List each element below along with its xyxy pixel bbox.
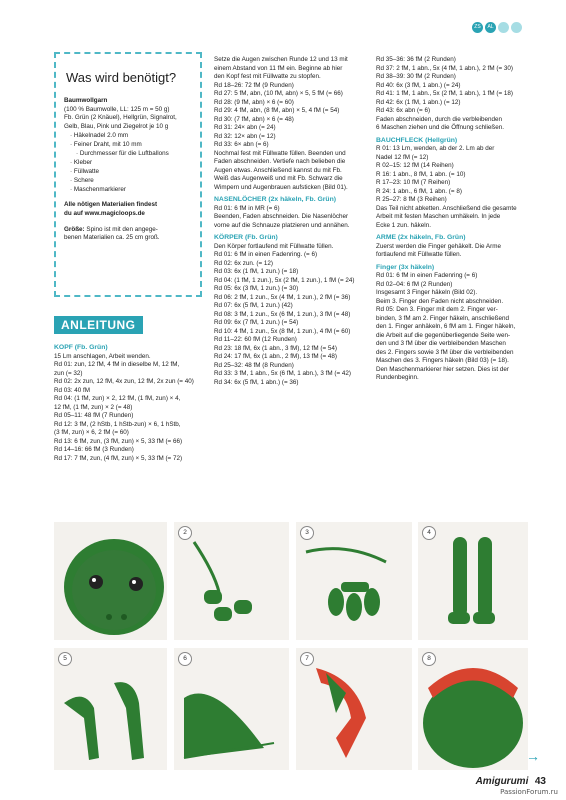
page-number: 43 <box>534 776 546 787</box>
instruction-line: Rd 05: Den 3. Finger mit dem 2. Finger ver- <box>376 306 498 313</box>
yarn-line: Gelb, Blau, Pink und Ziegelrot je 10 g <box>64 122 169 130</box>
instruction-line: R 02–15: 12 fM (14 Reihen) <box>376 162 454 169</box>
photo-number: 6 <box>178 652 192 666</box>
instruction-line: zun (= 32) <box>54 369 83 377</box>
instruction-line: Das Teil nicht abketten. Anschließend die gesamte <box>376 204 517 212</box>
instruction-line: des 2. Fingers sowie 3 fM über die verbleibenden <box>376 348 514 356</box>
instruction-line: Rd 23: 18 fM, 6x (1 abn., 3 fM), 12 fM (= 54) <box>214 344 338 352</box>
anleitung-banner: ANLEITUNG <box>54 316 143 334</box>
tail-illustration <box>174 648 289 770</box>
instruction-line: Rd 10: 4 fM, 1 zun., 5x (8 fM, 1 zun.), 4 fM (= 60) <box>214 327 351 335</box>
instruction-line: Beenden, Faden abschneiden. Die Nasenlöcher <box>214 213 349 220</box>
page-dot <box>498 22 509 33</box>
materials-title: Was wird benötigt? <box>66 70 177 85</box>
size-label: Größe: <box>64 225 85 233</box>
joined-fingers-illustration <box>296 522 412 640</box>
instruction-line: Rd 11–22: 60 fM (12 Runden) <box>214 336 297 343</box>
section-heading: ARME (2x häkeln, Fb. Grün) <box>376 234 466 241</box>
instruction-line: Rd 06: 2 fM, 1 zun., 5x (4 fM, 1 zun.), 2 fM (= 36) <box>214 293 351 301</box>
instruction-line: Zuerst werden die Finger gehäkelt. Die Arme <box>376 242 501 250</box>
magazine-name: Amigurumi <box>475 776 529 787</box>
watermark: PassionForum.ru <box>500 788 558 796</box>
instruction-line: Rd 02: 2x zun, 12 fM, 4x zun, 12 fM, 2x zun (= 40) <box>54 378 194 385</box>
section-heading: KOPF (Fb. Grün) <box>54 344 108 351</box>
materials-item: · Durchmesser für die Luftballons <box>76 149 192 158</box>
photo-2-fingers <box>174 522 289 640</box>
instruction-line: 15 Lm anschlagen, Arbeit wenden. <box>54 352 151 360</box>
instruction-line: einem Abstand von 11 fM ein. Beginne ab hier <box>214 64 343 72</box>
instruction-line: Rd 05: 6x (3 fM, 1 zun.) (= 30) <box>214 285 299 292</box>
section-heading: Finger (3x häkeln) <box>376 263 435 271</box>
photo-7-spikes <box>296 648 412 770</box>
page-footer <box>476 776 546 787</box>
instruction-line: Rd 33: 3 fM, 1 abn., 5x (6 fM, 1 abn.), 3 fM (= 42) <box>214 370 352 377</box>
instruction-line: Rd 12: 3 fM, (2 hStb, 1 hStb-zun) × 6, 1 hStb, <box>54 420 181 428</box>
instruction-line: Nadel 12 fM (= 12) <box>376 153 429 161</box>
instruction-line: Faden abschneiden. Vertiefe nach belieben die <box>214 158 346 165</box>
materials-box <box>54 52 202 297</box>
instruction-line: 6 Maschen ziehen und die Öffnung schließen. <box>376 124 505 131</box>
instruction-line: Rd 14–16: 66 fM (3 Runden) <box>54 446 134 453</box>
spikes-sewn-illustration <box>418 648 528 770</box>
instruction-line: Rd 09: 6x (7 fM, 1 zun.) (= 54) <box>214 319 299 326</box>
instruction-line: Insgesamt 3 Finger häkeln (Bild 02). <box>376 289 478 296</box>
instruction-line: Rd 37: 2 fM, 1 abn., 5x (4 fM, 1 abn.), 2 fM (= 30) <box>376 64 514 72</box>
materials-note[interactable]: du auf www.magicloops.de <box>64 209 145 217</box>
instruction-line: Rd 28: (9 fM, abn) × 6 (= 60) <box>214 98 294 106</box>
instruction-line: Rd 43: 6x abn (= 6) <box>376 107 431 114</box>
instruction-line: Faden abschneiden, durch die verbleibenden <box>376 115 503 123</box>
instruction-line: Den Maschenmarkierer hier setzen. Dies ist der <box>376 365 509 373</box>
photo-5-legs <box>54 648 167 770</box>
instruction-line: R 16: 1 abn., 8 fM, 1 abn. (= 10) <box>376 170 466 178</box>
instruction-line: Beim 3. Finger den Faden nicht abschneiden. <box>376 297 504 305</box>
instruction-line: fortlaufend mit Füllwatte füllen. <box>376 251 462 258</box>
instruction-line: Rd 27: 5 fM, abn, (10 fM, abn) × 5, 5 fM (= 66) <box>214 90 343 97</box>
instruction-line: Rd 18–26: 72 fM (9 Runden) <box>214 81 294 89</box>
instruction-line: den 1. Finger anhäkeln, 6 fM am 1. Finger häkeln, <box>376 323 516 330</box>
instruction-line: Weiß das Augenweiß und mit Fb. Schwarz die <box>214 175 343 182</box>
instruction-line: Rd 03: 40 fM <box>54 386 91 394</box>
instruction-line: Rd 24: 17 fM, 6x (1 abn., 2 fM), 13 fM (= 48) <box>214 353 338 360</box>
instruction-line: (3 fM, zun) × 6, 2 fM (= 60) <box>54 429 129 436</box>
section-heading: KÖRPER (Fb. Grün) <box>214 234 278 241</box>
section-heading: NASENLÖCHER (2x häkeln, Fb. Grün) <box>214 196 336 203</box>
next-page-arrow-icon: → <box>526 748 540 764</box>
photo-6-tail <box>174 648 289 770</box>
instructions-column-2 <box>214 56 372 387</box>
page-dot: ZS <box>472 22 483 33</box>
instruction-line: R 24: 1 abn., 6 fM, 1 abn. (= 8) <box>376 187 462 195</box>
instruction-line: Rd 29: 4 fM, abn, (8 fM, abn) × 5, 4 fM (= 54) <box>214 107 340 114</box>
instruction-line: Rd 30: (7 fM, abn) × 6 (= 48) <box>214 115 294 123</box>
instruction-line: Rd 04: (1 fM, zun) × 2, 12 fM, (1 fM, zun) × 4, <box>54 395 181 402</box>
photo-number: 4 <box>422 526 436 540</box>
instruction-line: Rd 40: 6x (3 fM, 1 abn.) (= 24) <box>376 81 461 89</box>
photo-number: 7 <box>300 652 314 666</box>
instruction-line: Nochmal fest mit Füllwatte füllen. Beenden und <box>214 149 346 157</box>
instruction-line: die Arbeit auf die gegenüberliegende Seite wen- <box>376 331 511 339</box>
instruction-line: Wimpern und Augenbrauen aufsticken (Bild 01). <box>214 183 348 191</box>
photo-3-fingers-joined <box>296 522 412 640</box>
photo-1-head <box>54 522 167 640</box>
instruction-line: Maschen des 3. Fingers häkeln (Bild 03) (= 18). <box>376 357 509 364</box>
yarn-heading: Baumwollgarn <box>64 97 108 104</box>
head-illustration <box>54 522 167 640</box>
fingers-illustration <box>174 522 289 640</box>
materials-note: Alle nötigen Materialien findest <box>64 201 158 209</box>
instruction-line: den und 3 fM über die verbleibenden Maschen <box>376 340 506 347</box>
photo-number: 2 <box>178 526 192 540</box>
materials-item: · Maschenmarkierer <box>70 185 192 194</box>
instruction-line: Rd 07: 6x (5 fM, 1 zun.) (42) <box>214 302 293 309</box>
instruction-line: Rd 32: 12× abn (= 12) <box>214 132 276 140</box>
photo-number: 3 <box>300 526 314 540</box>
spikes-illustration <box>296 648 412 770</box>
instruction-line: Augen etwas. Anschließend kannst du mit Fb. <box>214 166 342 174</box>
instruction-line: Ecke 1 zun. häkeln. <box>376 221 431 229</box>
instruction-line: Rd 01: 6 fM in einen Fadenring. (= 6) <box>214 251 318 258</box>
materials-item: · Schere <box>70 176 192 185</box>
instruction-line: Rundenbeginn. <box>376 374 419 381</box>
yarn-line: (100 % Baumwolle, LL: 125 m = 50 g) <box>64 105 170 113</box>
instruction-line: R 17–23: 10 fM (7 Reihen) <box>376 179 451 186</box>
legs-illustration <box>54 648 167 770</box>
instruction-line: Rd 01: 6 fM in MR (= 6) <box>214 204 280 212</box>
instruction-line: den Kopf fest mit Füllwatte zu stopfen. <box>214 73 321 80</box>
page-dot <box>511 22 522 33</box>
instruction-line: Rd 31: 24× abn (= 24) <box>214 124 276 131</box>
instruction-line: Rd 35–36: 36 fM (2 Runden) <box>376 56 456 63</box>
materials-item: · Häkelnadel 2.0 mm <box>70 131 192 140</box>
section-heading: BAUCHFLECK (Hellgrün) <box>376 136 458 144</box>
yarn-line: Fb. Grün (2 Knäuel), Hellgrün, Signalrot, <box>64 114 177 122</box>
instruction-line: Rd 08: 3 fM, 1 zun., 5x (6 fM, 1 zun.), 3 fM (= 48) <box>214 310 351 318</box>
size-text: Spino ist mit den angege- <box>86 225 158 233</box>
photo-number: 5 <box>58 652 72 666</box>
instruction-line: Rd 02–04: 6 fM (2 Runden) <box>376 280 453 288</box>
instruction-line: Den Körper fortlaufend mit Füllwatte füllen. <box>214 242 334 250</box>
instruction-line: Rd 03: 6x (1 fM, 1 zun.) (= 18) <box>214 268 299 275</box>
instruction-line: Rd 17: 7 fM, zun, (4 fM, zun) × 5, 33 fM (= 72) <box>54 454 183 462</box>
photo-4-arms <box>418 522 528 640</box>
instruction-line: Rd 01: zun, 12 fM, 4 fM in dieselbe M, 12 fM, <box>54 361 180 368</box>
size-text: benen Materialien ca. 25 cm groß. <box>64 234 160 242</box>
instruction-line: Rd 42: 6x (1 fM, 1 abn.) (= 12) <box>376 98 461 106</box>
instruction-line: R 01: 13 Lm, wenden, ab der 2. Lm ab der <box>376 145 495 152</box>
instruction-line: Setze die Augen zwischen Runde 12 und 13 mit <box>214 56 348 63</box>
instruction-line: Rd 25–32: 48 fM (8 Runden) <box>214 361 294 369</box>
instruction-line: Rd 01: 6 fM in einen Fadenring (= 6) <box>376 272 478 279</box>
instruction-line: Rd 38–39: 30 fM (2 Runden) <box>376 73 456 80</box>
materials-item: · Füllwatte <box>70 167 192 176</box>
instructions-column-3 <box>376 56 526 383</box>
instruction-line: Rd 41: 1 fM, 1 abn., 5x (2 fM, 1 abn.), 1 fM (= 18) <box>376 90 514 97</box>
materials-list <box>64 131 192 194</box>
photo-8-spikes-sewn <box>418 648 528 770</box>
instruction-line: Rd 02: 6x zun. (= 12) <box>214 259 273 267</box>
instruction-line: R 25–27: 8 fM (3 Reihen) <box>376 196 447 203</box>
instruction-line: vorne auf die Schnauze platzieren und annähen. <box>214 221 350 229</box>
instruction-line: Rd 13: 6 fM, zun, (3 fM, zun) × 5, 33 fM (= 66) <box>54 437 183 445</box>
materials-item: · Feiner Draht, mit 10 mm <box>70 140 192 149</box>
instruction-line: binden, 3 fM am 2. Finger häkeln, anschließend <box>376 314 510 322</box>
instruction-line: Arbeit mit festen Maschen umhäkeln. In jede <box>376 213 501 220</box>
page-dots <box>472 22 522 33</box>
page-dot: AL <box>485 22 496 33</box>
instruction-line: Rd 34: 6x (5 fM, 1 abn.) (= 36) <box>214 378 299 386</box>
arms-illustration <box>418 522 528 640</box>
photo-number: 8 <box>422 652 436 666</box>
instruction-line: Rd 04: (1 fM, 1 zun.), 5x (2 fM, 1 zun.), 1 fM (= 24) <box>214 276 355 284</box>
instruction-line: 12 fM, (1 fM, zun) × 2 (= 48) <box>54 403 133 411</box>
materials-item: · Kleber <box>70 158 192 167</box>
instruction-line: Rd 05–11: 48 fM (7 Runden) <box>54 412 134 419</box>
instruction-line: Rd 33: 6× abn (= 6) <box>214 141 269 148</box>
instructions-column-1 <box>54 340 204 463</box>
